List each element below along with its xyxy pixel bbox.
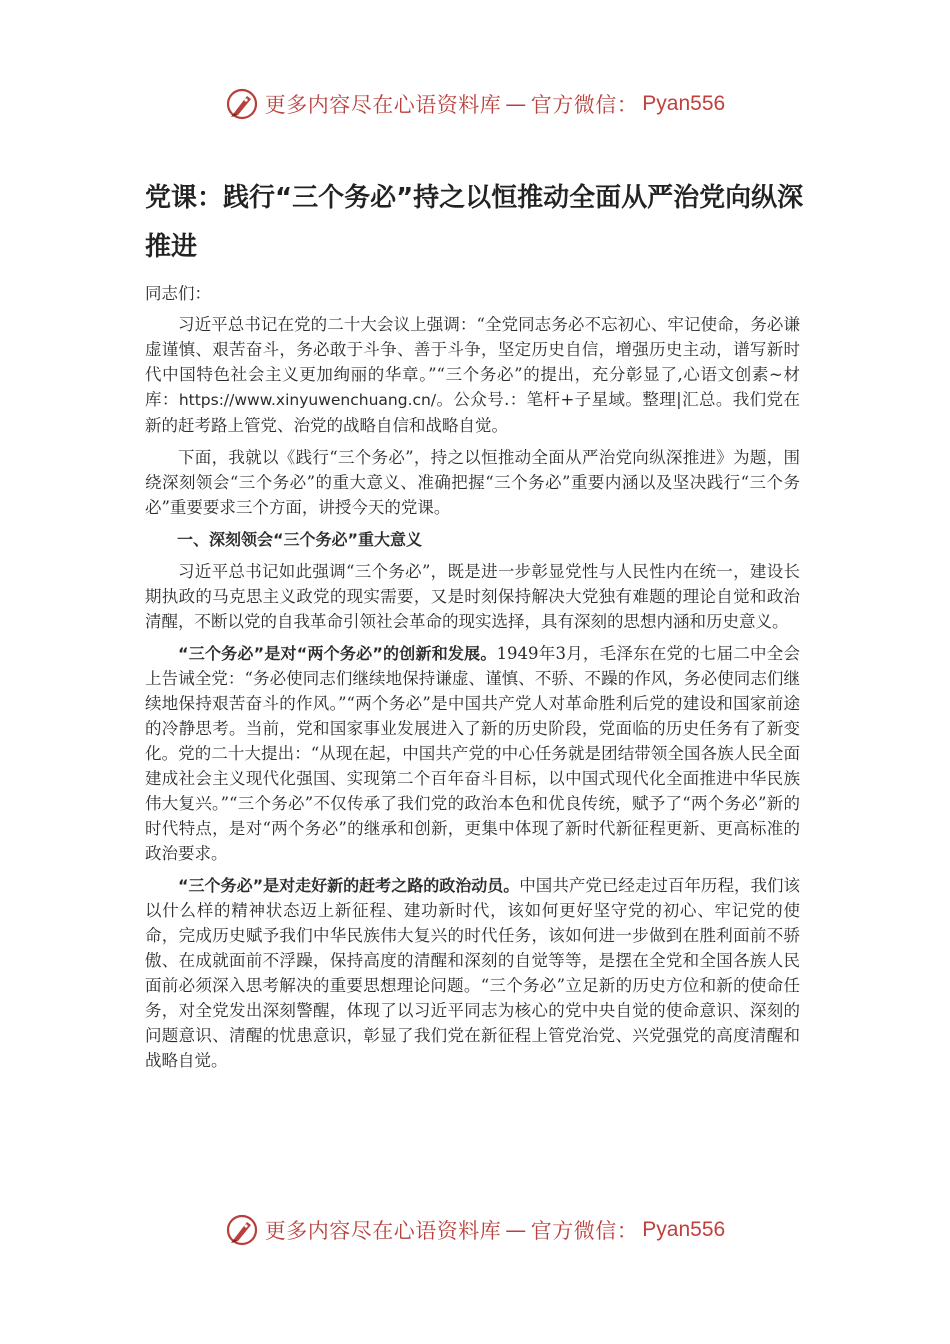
document-title: 党课：践行“三个务必”持之以恒推动全面从严治党向纵深推进 <box>145 183 804 262</box>
pen-nib-logo-icon <box>225 87 259 121</box>
paragraph-3: 习近平总书记如此强调“三个务必”，既是进一步彰显党性与人民性内在统一，建设长期执政的马克思主义政党的现实需要，又是时刻保持解决大党独有难题的理论自觉和政治清醒，不断以党的自我革命引领社会革命的现实选择，具有深刻的思想内涵和历史意义。 <box>145 562 800 631</box>
banner-text: 更多内容尽在心语资料库 <box>264 1219 502 1243</box>
banner-wechat-id: Pyan556 <box>642 1218 726 1241</box>
section-heading-1: 一、深刻领会“三个务必”重大意义 <box>177 530 423 549</box>
banner-text: 更多内容尽在心语资料库 <box>264 93 502 117</box>
pen-nib-logo-icon <box>225 1213 259 1247</box>
paragraph-1-url: https://www.xinyuwenchuang.cn/ <box>178 391 437 409</box>
footer-banner <box>0 1208 950 1252</box>
banner-wechat-label: 官方微信： <box>530 93 639 117</box>
paragraph-2: 下面，我就以《践行“三个务必”，持之以恒推动全面从严治党向纵深推进》为题，围绕深刻领会“三个务必”的重大意义、准确把握“三个务必”重要内涵以及坚决践行“三个务必”重要要求三个方面，讲授今天的党课。 <box>145 448 800 517</box>
document-body <box>145 281 800 1080</box>
banner-separator: — <box>505 92 527 116</box>
paragraph-5-body: 中国共产党已经走过百年历程，我们该以什么样的精神状态迈上新征程、建功新时代，该如何更好坚守党的初心、牢记党的使命，完成历史赋予我们中华民族伟大复兴的时代任务，该如何进一步做到在胜利面前不骄傲、在成就面前不浮躁，保持高度的清醒和深刻的自觉等等，是摆在全党和全国各族人民面前必须深入思考解决的重要思想理论问题。“三个务必”立足新的历史方位和新的使命任务，对全党发出深刻警醒，体现了以习近平同志为核心的党中央自觉的使命意识、深刻的问题意识、清醒的忧患意识，彰显了我们党在新征程上管党治党、兴党强党的高度清醒和战略自觉。 <box>145 876 800 1070</box>
banner-wechat-id: Pyan556 <box>642 92 726 115</box>
paragraph-4-body: 1949年3月，毛泽东在党的七届二中全会上告诫全党：“务必使同志们继续地保持谦虚、谨慎、不骄、不躁的作风，务必使同志们继续地保持艰苦奋斗的作风。”“两个务必”是中国共产党人对革命胜利后党的建设和国家前途的冷静思考。当前，党和国家事业发展进入了新的历史阶段，党面临的历史任务有了新变化。党的二十大提出：“从现在起，中国共产党的中心任务就是团结带领全国各族人民全面建成社会主义现代化强国、实现第二个百年奋斗目标，以中国式现代化全面推进中华民族伟大复兴。”“三个务必”不仅传承了我们党的政治本色和优良传统，赋予了“两个务必”新的时代特点，是对“两个务必”的继承和创新，更集中体现了新时代新征程更新、更高标准的政治要求。 <box>145 644 800 863</box>
banner-wechat-label: 官方微信： <box>530 1219 639 1243</box>
banner-separator: — <box>505 1218 527 1242</box>
paragraph-1-text-a: 习近平总书记在党的二十大会议上强调：“全党同志务必不忘初心、牢记使命，务必谦虚谨慎、艰苦奋斗，务必敢于斗争、善于斗争，坚定历史自信，增强历史主动，谱写新时代中国特色社会主义更加绚丽的华章。”“三个务必”的提出，充分彰显了,心语文创素~材库： <box>145 315 800 409</box>
paragraph-4 <box>145 641 800 866</box>
header-banner <box>0 82 950 126</box>
paragraph-1 <box>145 312 800 438</box>
paragraph-5 <box>145 873 800 1073</box>
salutation: 同志们： <box>145 284 211 303</box>
paragraph-4-lead: “三个务必”是对“两个务必”的创新和发展。 <box>178 644 497 663</box>
paragraph-1-text-c: 。公众号.：笔杆+子星域。整理|汇总。我们党在新的赶考路上管党、治党的战略自信和战略自觉。 <box>145 390 800 435</box>
paragraph-5-lead: “三个务必”是对走好新的赶考之路的政治动员。 <box>178 876 520 895</box>
